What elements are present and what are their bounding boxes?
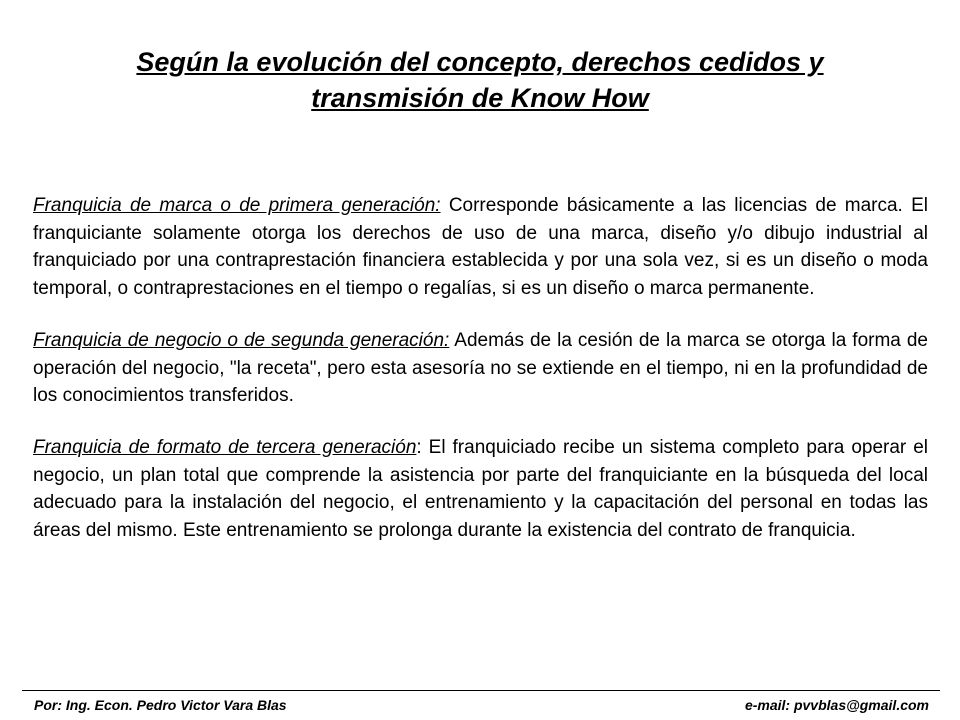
term-first-generation: Franquicia de marca o de primera generación:: [33, 195, 441, 216]
description-third-generation: : El franquiciado recibe un sistema completo para operar el negocio, un plan total que comprende la asistencia por parte del franquiciante en la búsqueda del local adecuado para la instalación del negocio, el entrenamiento y la capacitación del personal en todas las áreas del mismo. Este entrenamiento se prolonga durante la existencia del contrato de franquicia.: [33, 436, 929, 542]
description-second-generation: Además de la cesión de la marca se otorga la forma de operación del negocio, "la receta", pero esta asesoría no se extiende en el tiempo, ni en la profundidad de los conocimientos transferidos.: [33, 329, 928, 407]
term-second-generation: Franquicia de negocio o de segunda generación:: [33, 329, 450, 351]
term-third-generation: Franquicia de formato de tercera generación: [33, 436, 417, 458]
paragraph-second-generation: [33, 327, 928, 410]
description-first-generation: Corresponde básicamente a las licencias de marca. El franquiciante solamente otorga los derechos de uso de una marca, diseño y/o dibujo industrial al franquiciado por una contraprestación financiera establecida y por una sola vez, si es un diseño o moda temporal, o contraprestaciones en el tiempo o regalías, si es un diseño o marca permanente.: [33, 195, 928, 300]
paragraph-third-generation: [33, 434, 928, 545]
slide-title: Según la evolución del concepto, derechos cedidos y transmisión de Know How: [136, 47, 824, 113]
footer-divider: [22, 690, 940, 691]
footer-email: e-mail: pvvblas@gmail.com: [744, 697, 929, 713]
body-text: [33, 192, 928, 569]
footer-author: Por: Ing. Econ. Pedro Victor Vara Blas: [34, 697, 287, 713]
paragraph-first-generation: [33, 192, 928, 303]
